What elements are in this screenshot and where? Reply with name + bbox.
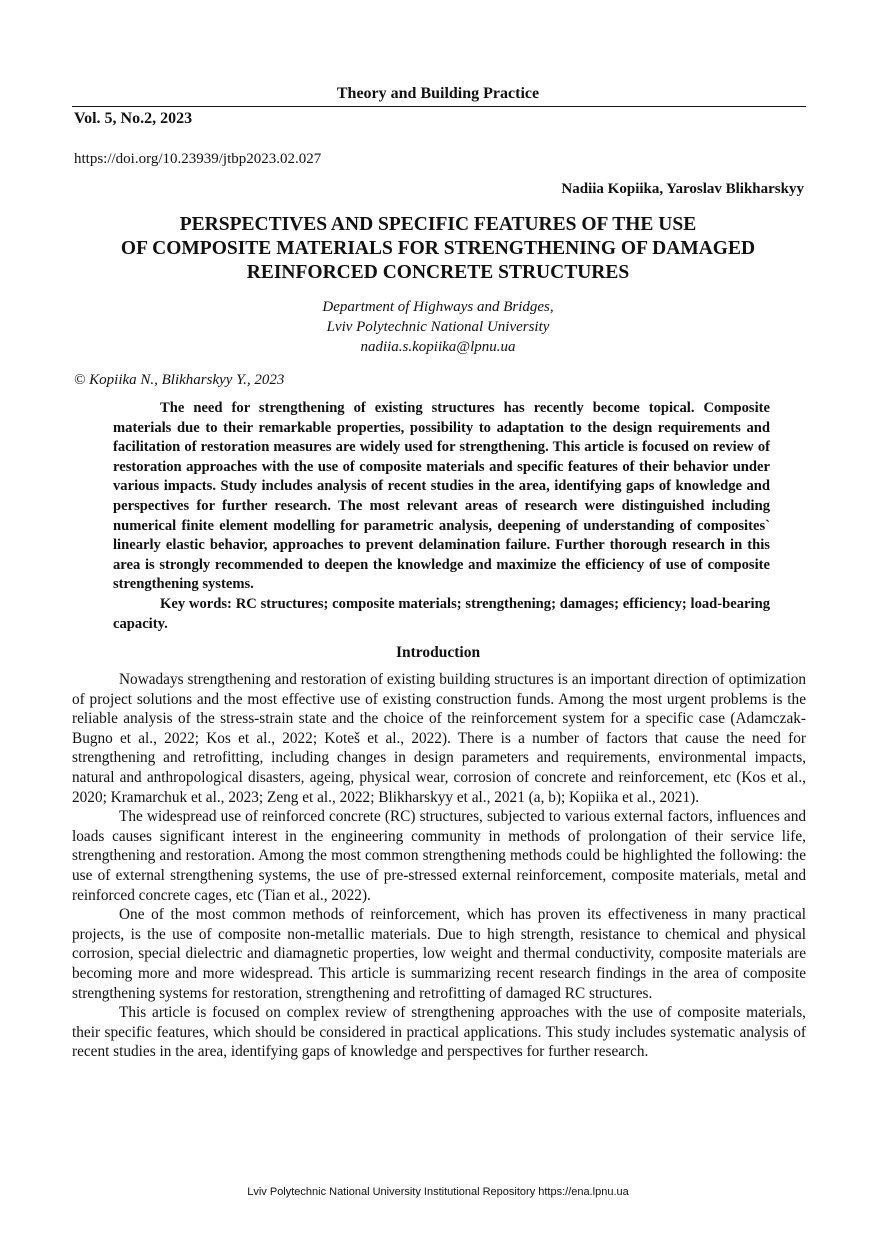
repository-footer: Lviv Polytechnic National University Institutional Repository https://ena.lpnu.ua [247,1186,629,1198]
keywords: Key words: RC structures; composite materials; strengthening; damages; efficiency; load-bearing capacity. [113,595,770,632]
title-line: OF COMPOSITE MATERIALS FOR STRENGTHENING OF DAMAGED [120,238,756,259]
article-title [60,213,816,285]
affiliation [0,297,876,357]
paragraph: This article is focused on complex review of strengthening approaches with the use of composite materials, their specific features, which should be considered in practical applications. This study includes systematic analysis of recent studies in the area, identifying gaps of knowledge and perspectives for further research. [72,1004,806,1061]
department: Department of Highways and Bridges, [322,299,554,315]
copyright: © Kopiika N., Blikharskyy Y., 2023 [74,372,285,388]
title-line: PERSPECTIVES AND SPECIFIC FEATURES OF THE USE [179,214,697,235]
email[interactable]: nadiia.s.kopiika@lpnu.ua [360,339,516,355]
authors: Nadiia Kopiika, Yaroslav Blikharskyy [561,181,804,197]
volume-info: Vol. 5, No.2, 2023 [74,110,193,127]
journal-name: Theory and Building Practice [336,85,540,102]
paragraph: One of the most common methods of reinforcement, which has proven its effectiveness in many practical projects, is the use of composite non-metallic materials. Due to high strength, resistance to chemical and physical corrosion, special dielectric and diamagnetic properties, low weight and thermal conductivity, composite materials are becoming more and more widespread. This article is summarizing recent research findings in the area of composite strengthening systems for restoration, strengthening and retrofitting of damaged RC structures. [72,906,806,1002]
paragraph: The widespread use of reinforced concrete (RC) structures, subjected to various external factors, influences and loads causes significant interest in the engineering community in methods of prolongation of their service life, strengthening and restoration. Among the most common strengthening methods could be highlighted the following: the use of external strengthening systems, the use of pre-stressed external reinforcement, composite materials, metal and reinforced concrete cages, etc (Tian et al., 2022). [72,808,806,904]
title-line: REINFORCED CONCRETE STRUCTURES [246,262,630,283]
abstract-text: The need for strengthening of existing structures has recently become topical. Composite materials due to their remarkable properties, possibility to adaptation to the design requirements and facilitation of restoration measures are widely used for strengthening. This article is focused on review of restoration approaches with the use of composite materials and specific features of their behavior under various impacts. Study includes analysis of recent studies in the area, identifying gaps of knowledge and perspectives for further research. The most relevant areas of research were distinguished including numerical finite element modelling for parametric analysis, deepening of understanding of composites` linearly elastic behavior, approaches to prevent delamination failure. Further thorough research in this area is strongly recommended to deepen the knowledge and maximize the efficiency of use of composite strengthening systems. [113,400,770,593]
doi-link[interactable]: https://doi.org/10.23939/jtbp2023.02.027 [74,151,322,167]
abstract [113,399,770,634]
header-rule [72,106,806,107]
university: Lviv Polytechnic National University [326,319,550,335]
paragraph: Nowadays strengthening and restoration of existing building structures is an important direction of optimization of project solutions and the most effective use of existing construction funds. Among the most urgent problems is the reliable analysis of the stress-strain state and the choice of the reinforcement system for a specific case (Adamczak-Bugno et al., 2022; Kos et al., 2022; Koteš et al., 2022). There is a number of factors that cause the need for strengthening and retrofitting, including changes in design parameters and requirements, environmental impacts, natural and anthropological disasters, ageing, physical wear, corrosion of concrete and reinforcement, etc (Kos et al., 2020; Kramarchuk et al., 2023; Zeng et al., 2022; Blikharskyy et al., 2021 (a, b); Kopiika et al., 2021). [72,671,806,806]
section-heading-introduction: Introduction [395,644,481,661]
introduction-body [72,670,806,1062]
